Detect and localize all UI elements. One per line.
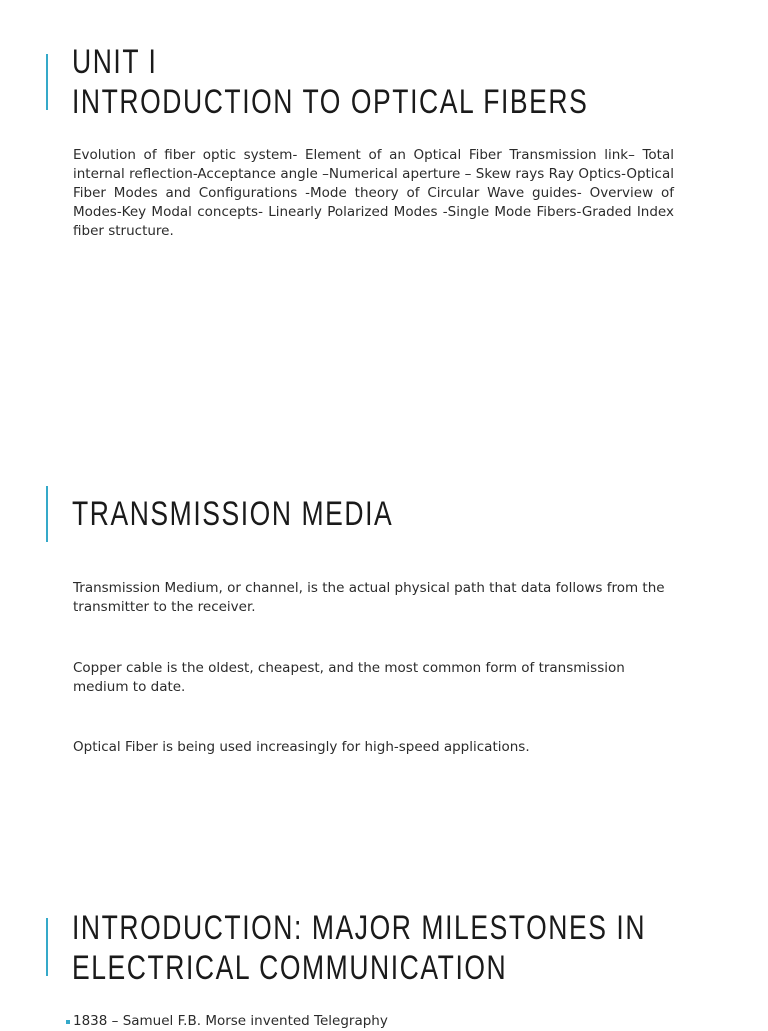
slide2-paragraph-3: Optical Fiber is being used increasingly for high-speed applications.: [73, 739, 530, 755]
slide2-paragraph-1: Transmission Medium, or channel, is the actual physical path that data follows from the transmitter to the receiver.: [73, 580, 665, 615]
slide2-title: TRANSMISSION MEDIA: [72, 495, 394, 533]
slide2-accent-bar: [46, 486, 48, 542]
bullet-square-icon: [66, 1020, 70, 1024]
slide1-body: Evolution of fiber optic system- Element of an Optical Fiber Transmission link– Total internal reflection-Acceptance angle –Numerical aperture – Skew rays Ray Optics-Optical Fiber Modes and Configurations -Mode theory of Circular Wave guides- Overview of Modes-Key Modal concepts- Linearly Polarized Modes -Single Mode Fibers-Graded Index fiber structure.: [73, 147, 674, 239]
slide3-title-line2: ELECTRICAL COMMUNICATION: [72, 949, 508, 987]
slide3-bullet-item: [66, 1012, 388, 1031]
slide1-title-line2: INTRODUCTION TO OPTICAL FIBERS: [72, 83, 589, 121]
slide3-accent-bar: [46, 918, 48, 976]
slide1-title-line1: UNIT I: [72, 43, 158, 81]
slide3-title-line1: INTRODUCTION: MAJOR MILESTONES IN: [72, 909, 647, 947]
slide1-title: [72, 42, 588, 122]
slide2-paragraph-2: Copper cable is the oldest, cheapest, and the most common form of transmission medium to date.: [73, 660, 625, 695]
slide3-bullet-text: 1838 – Samuel F.B. Morse invented Telegraphy: [73, 1013, 388, 1029]
slide1-accent-bar: [46, 54, 48, 110]
slide3-title: [72, 908, 646, 988]
